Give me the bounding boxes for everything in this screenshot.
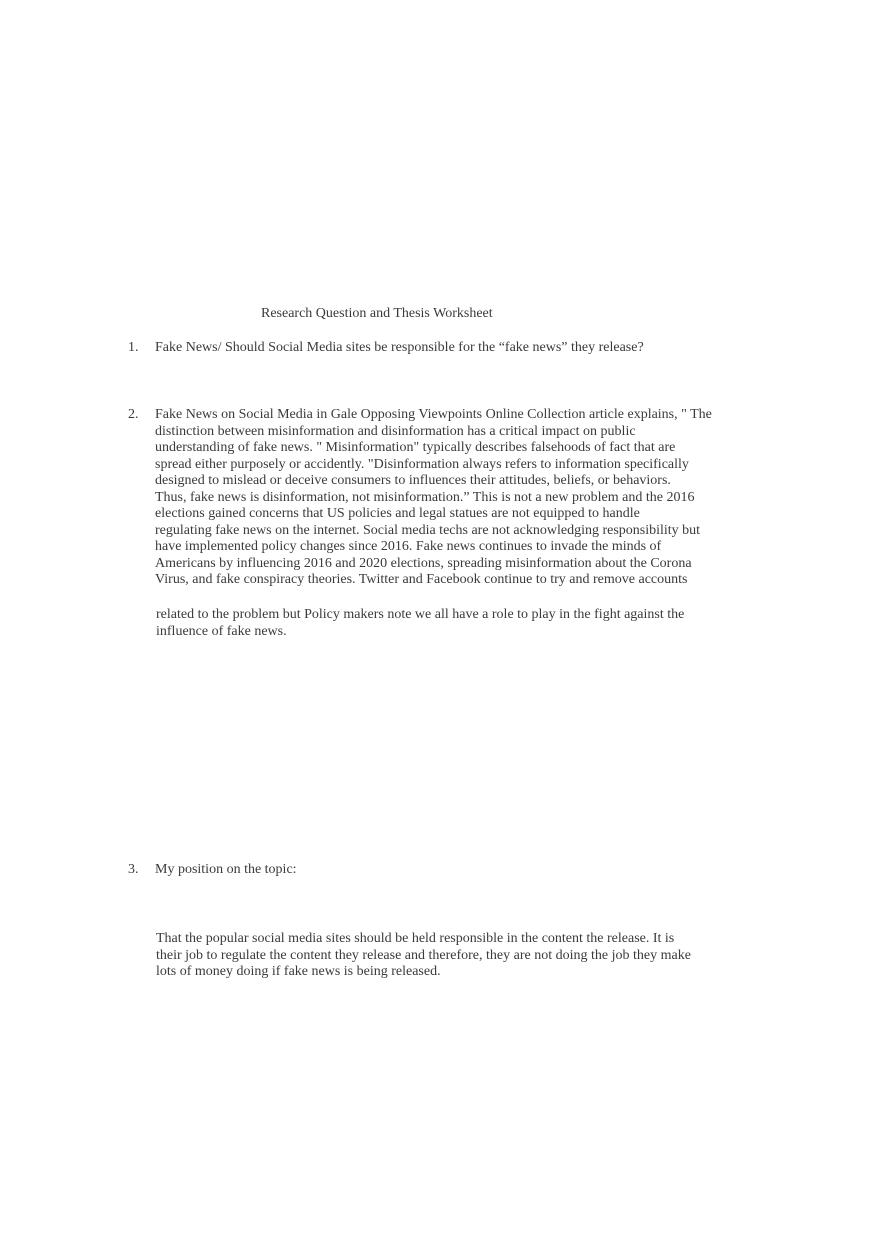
- item-number: 2.: [128, 407, 139, 422]
- position-answer-line: their job to regulate the content they release and therefore, they are not doing the job they make: [156, 947, 691, 963]
- position-answer-line: lots of money doing if fake news is being released.: [156, 964, 441, 979]
- item-2-continuation-line: related to the problem but Policy makers note we all have a role to play in the fight against the: [156, 607, 685, 622]
- item-text-line: have implemented policy changes since 2016. Fake news continues to invade the minds of: [155, 539, 662, 554]
- item-text-line: Americans by influencing 2016 and 2020 elections, spreading misinformation about the Corona: [155, 555, 692, 571]
- position-answer-line: That the popular social media sites should be held responsible in the content the release. It is: [156, 931, 675, 946]
- item-text-line: distinction between misinformation and disinformation has a critical impact on public: [155, 423, 636, 439]
- item-number: 3.: [128, 862, 139, 877]
- item-2-continuation-line: influence of fake news.: [156, 623, 287, 639]
- item-text-line: Thus, fake news is disinformation, not misinformation.” This is not a new problem and the 2016: [155, 489, 695, 505]
- page-title: Research Question and Thesis Worksheet: [261, 306, 493, 321]
- item-text-line: My position on the topic:: [155, 862, 297, 877]
- item-text-line: Fake News/ Should Social Media sites be responsible for the “fake news” they release?: [155, 340, 644, 355]
- item-text-line: spread either purposely or accidently. "Disinformation always refers to information specifically: [155, 456, 689, 472]
- item-text-line: understanding of fake news. " Misinformation" typically describes falsehoods of fact that are: [155, 440, 676, 455]
- item-text-line: Virus, and fake conspiracy theories. Twitter and Facebook continue to try and remove accounts: [155, 572, 688, 587]
- item-text-line: designed to mislead or deceive consumers to influences their attitudes, beliefs, or behaviors.: [155, 473, 671, 488]
- item-text-line: Fake News on Social Media in Gale Opposing Viewpoints Online Collection article explains, " The: [155, 407, 712, 422]
- item-number: 1.: [128, 340, 139, 355]
- item-text-line: regulating fake news on the internet. Social media techs are not acknowledging responsibility but: [155, 522, 701, 538]
- item-text-line: elections gained concerns that US policies and legal statues are not equipped to handle: [155, 506, 640, 521]
